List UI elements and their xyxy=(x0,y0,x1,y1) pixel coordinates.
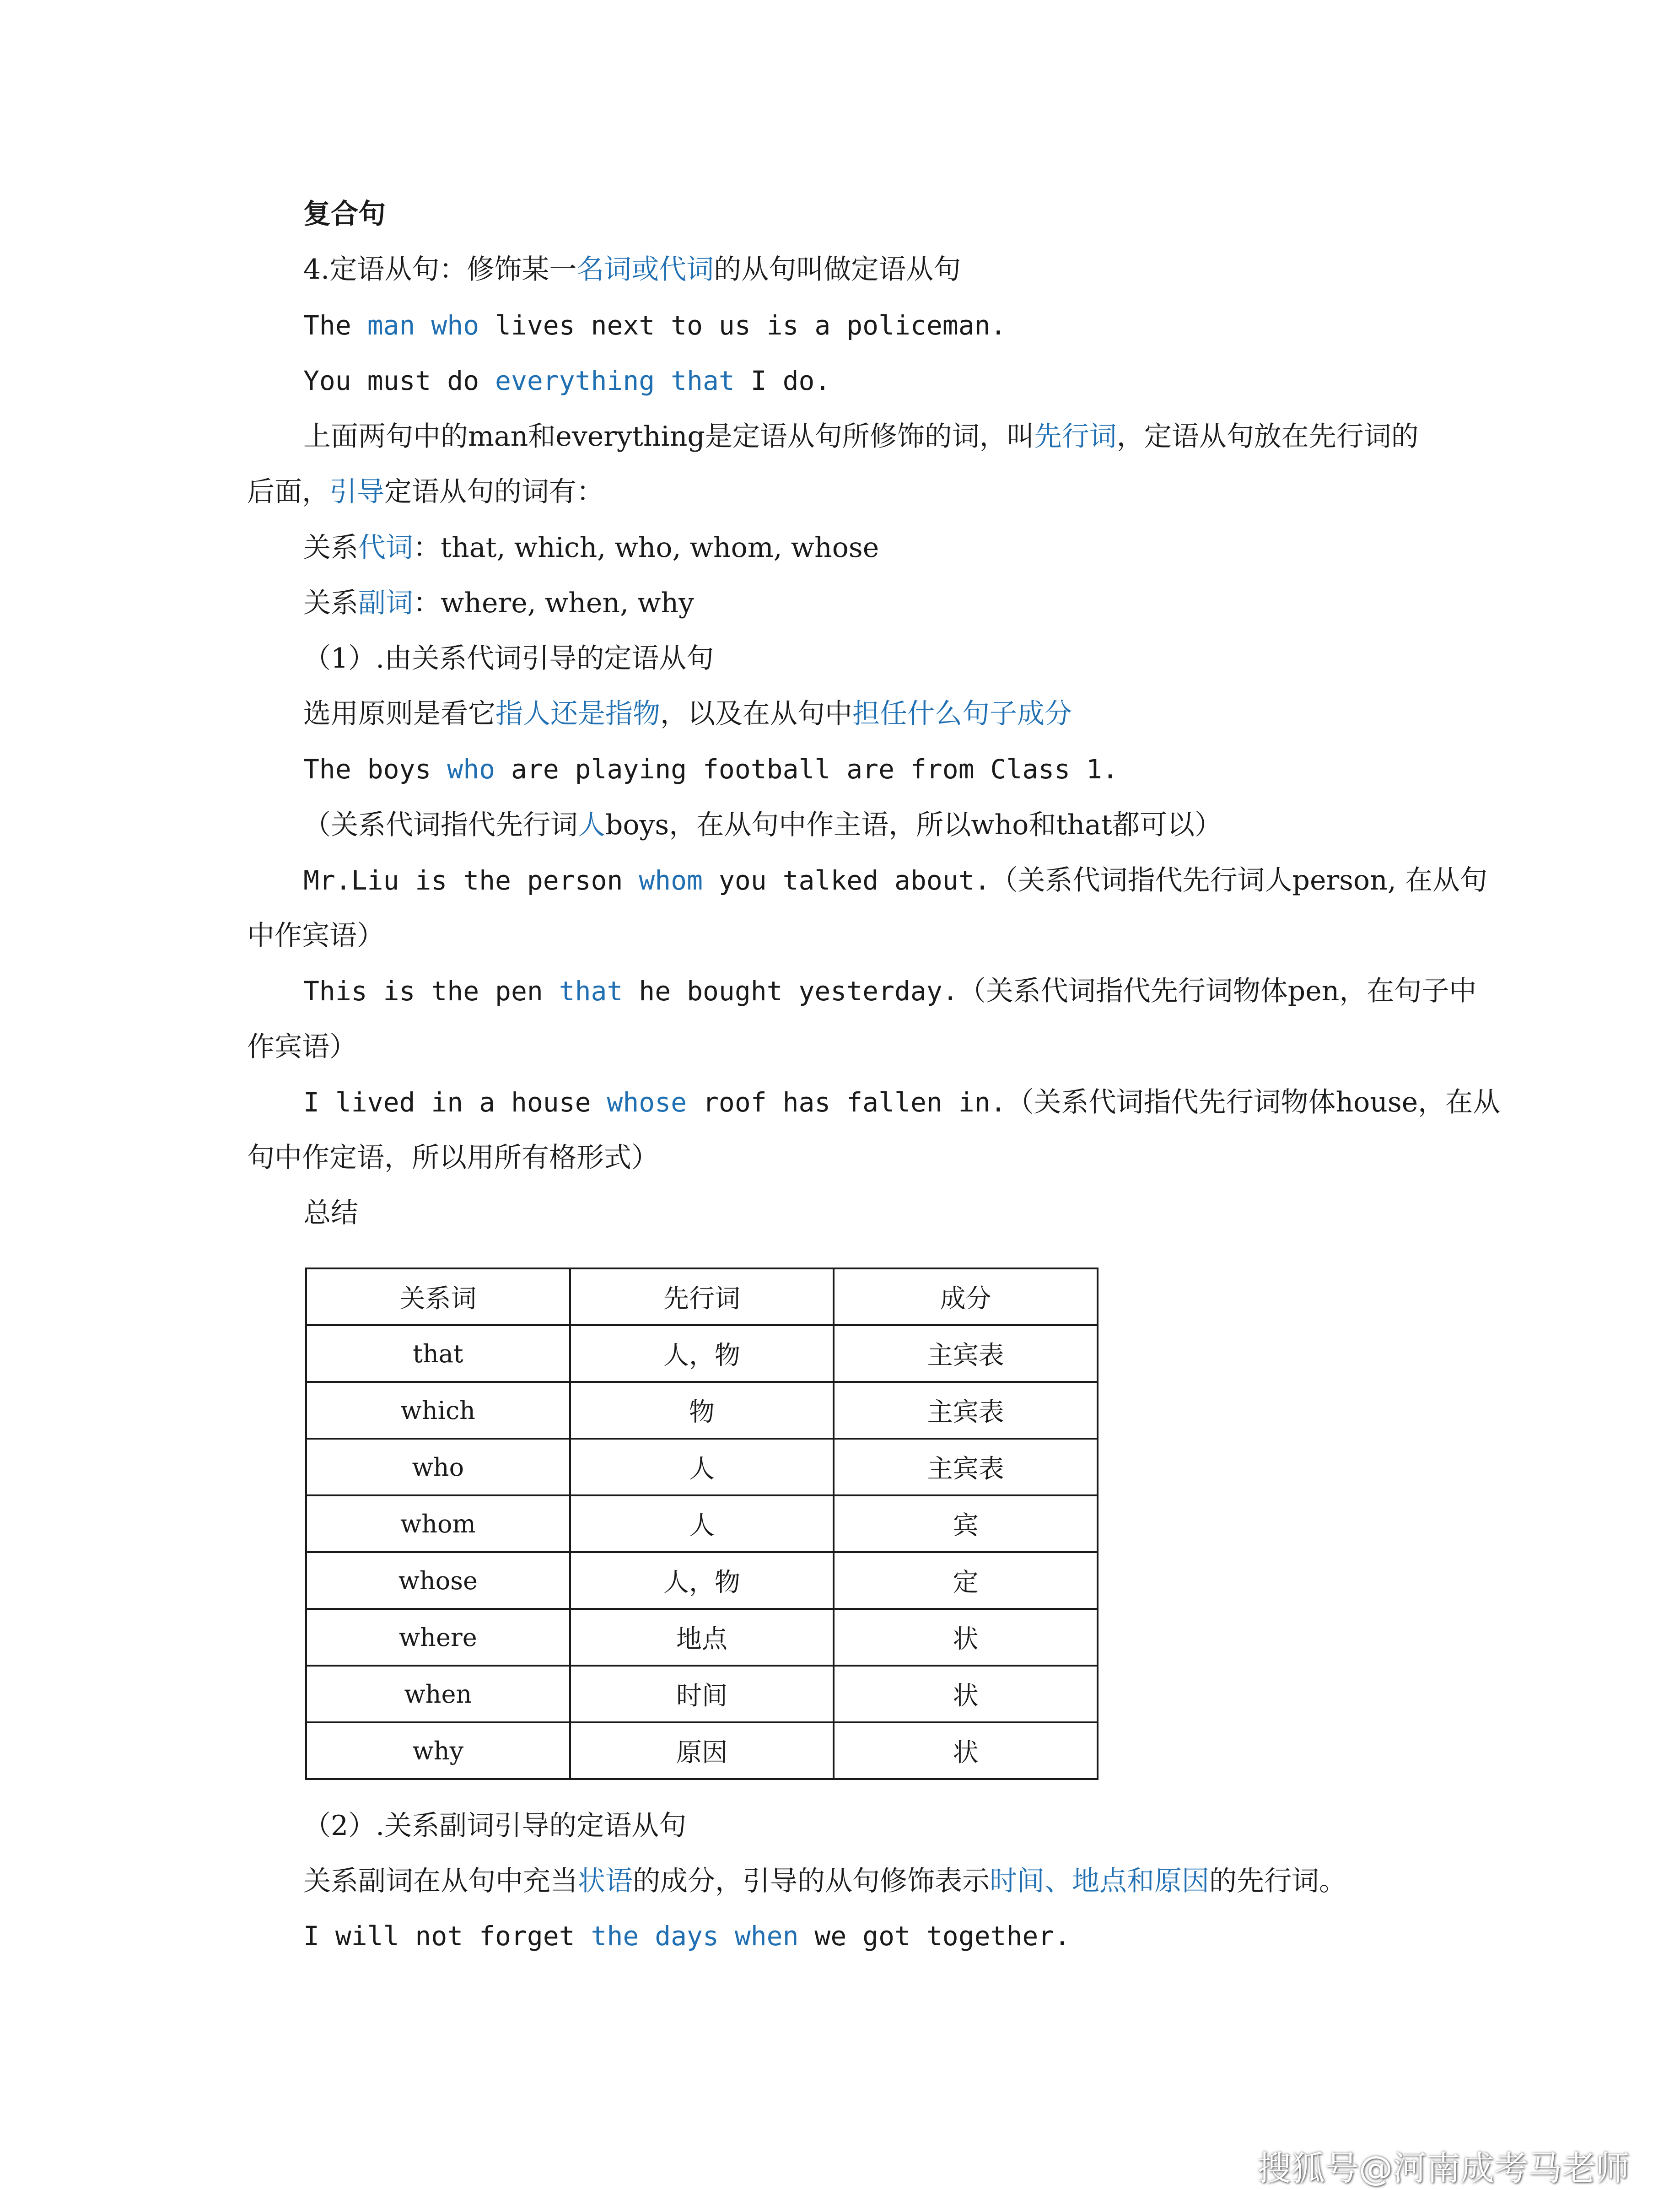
summary-table-wrapper xyxy=(305,1268,1098,1780)
highlight-span: 时间、地点和原因 xyxy=(990,1865,1209,1897)
text-span: Mr.Liu is the person xyxy=(303,865,639,896)
table-row xyxy=(306,1382,1098,1439)
text-span: are playing football are from Class 1. xyxy=(495,754,1118,785)
text-span: 4.定语从句：修饰某一 xyxy=(303,254,577,286)
text-span: 关系 xyxy=(303,587,358,619)
highlight-span: the days when xyxy=(591,1920,799,1952)
highlight-span: whose xyxy=(607,1087,687,1118)
text-span: The boys xyxy=(303,754,447,785)
text-span: lives next to us is a policeman. xyxy=(479,310,1007,341)
highlight-span: 引导 xyxy=(329,476,384,508)
text-span: ，定语从句放在先行词的 xyxy=(1116,421,1419,453)
table-cell: 地点 xyxy=(570,1609,834,1666)
adverb-explanation-line xyxy=(303,1867,1346,1895)
table-row xyxy=(306,1439,1098,1495)
text-span: 的从句叫做定语从句 xyxy=(714,254,961,286)
table-row xyxy=(306,1495,1098,1552)
explanation-line-2 xyxy=(247,478,604,506)
table-cell: 状 xyxy=(834,1666,1098,1722)
table-cell: which xyxy=(306,1382,570,1439)
text-span: 的先行词。 xyxy=(1209,1865,1346,1897)
table-header-row xyxy=(306,1268,1098,1325)
text-span: I do. xyxy=(734,365,831,396)
highlight-span: everything that xyxy=(495,365,735,396)
selection-rule-line xyxy=(303,700,1072,728)
highlight-span: 人 xyxy=(578,809,605,841)
text-span: （关系代词指代先行词物体pen，在句子中 xyxy=(958,975,1477,1007)
table-row xyxy=(306,1609,1098,1666)
text-span: 的成分，引导的从句修饰表示 xyxy=(633,1865,990,1897)
table-cell: 状 xyxy=(834,1609,1098,1666)
table-cell: 人 xyxy=(570,1439,834,1495)
example-sentence-6-cont: 句中作定语，所以用所有格形式） xyxy=(247,1142,659,1174)
text-span: The xyxy=(303,310,367,341)
relative-pronouns-line xyxy=(303,532,879,564)
highlight-span: 指人还是指物 xyxy=(495,698,660,730)
highlight-span: 担任什么句子成分 xyxy=(852,698,1072,730)
table-cell: 人，物 xyxy=(570,1325,834,1382)
text-span: （关系代词指代先行词 xyxy=(303,809,578,841)
highlight-span: 副词 xyxy=(358,587,413,619)
text-span: boys，在从句中作主语，所以who和that都可以） xyxy=(605,809,1222,841)
text-span: This is the pen xyxy=(303,976,559,1007)
text-span: he bought yesterday. xyxy=(623,976,958,1007)
text-span: 定语从句的词有： xyxy=(384,476,604,508)
highlight-span: 代词 xyxy=(358,532,413,564)
definition-line xyxy=(303,254,961,286)
example-sentence-7 xyxy=(303,1920,1071,1952)
table-cell: whom xyxy=(306,1495,570,1552)
highlight-span: 状语 xyxy=(578,1865,633,1897)
table-cell: who xyxy=(306,1439,570,1495)
example-sentence-4 xyxy=(303,864,1487,896)
example-sentence-3 xyxy=(303,755,1118,783)
table-row xyxy=(306,1552,1098,1609)
table-cell: 主宾表 xyxy=(834,1439,1098,1495)
highlight-span: who xyxy=(447,754,495,785)
table-cell: 人，物 xyxy=(570,1552,834,1609)
relative-adverbs-line xyxy=(303,589,694,617)
subsection-1-heading: （1）.由关系代词引导的定语从句 xyxy=(303,642,714,674)
text-span: 上面两句中的man和everything是定语从句所修饰的词，叫 xyxy=(303,421,1034,453)
highlight-span: 名词或代词 xyxy=(576,254,714,286)
table-cell: 物 xyxy=(570,1382,834,1439)
table-cell: 时间 xyxy=(570,1666,834,1722)
example-sentence-1 xyxy=(303,312,1006,339)
table-row xyxy=(306,1666,1098,1722)
text-span: ，以及在从句中 xyxy=(660,698,852,730)
table-cell: 原因 xyxy=(570,1722,834,1779)
table-cell: whose xyxy=(306,1552,570,1609)
summary-table xyxy=(305,1268,1098,1780)
highlight-span: 先行词 xyxy=(1034,421,1117,453)
text-span: I will not forget xyxy=(303,1920,591,1952)
text-span: we got together. xyxy=(798,1920,1071,1952)
text-span: （关系代词指代先行词人person, 在从句 xyxy=(990,864,1487,896)
table-header-cell: 关系词 xyxy=(306,1268,570,1325)
explanation-line-1 xyxy=(303,421,1419,453)
table-cell: 主宾表 xyxy=(834,1382,1098,1439)
table-header-cell: 成分 xyxy=(834,1268,1098,1325)
text-span: 关系副词在从句中充当 xyxy=(303,1865,578,1897)
table-header-cell: 先行词 xyxy=(570,1268,834,1325)
table-cell: that xyxy=(306,1325,570,1382)
table-cell: where xyxy=(306,1609,570,1666)
example-sentence-6 xyxy=(303,1086,1501,1118)
table-row xyxy=(306,1325,1098,1382)
text-span: （关系代词指代先行词物体house，在从 xyxy=(1006,1086,1501,1118)
example-sentence-5 xyxy=(303,977,1476,1005)
text-span: 选用原则是看它 xyxy=(303,698,495,730)
text-span: roof has fallen in. xyxy=(687,1087,1007,1118)
table-cell: when xyxy=(306,1666,570,1722)
table-cell: 定 xyxy=(834,1552,1098,1609)
table-row xyxy=(306,1722,1098,1779)
highlight-span: man who xyxy=(367,310,479,341)
source-watermark: 搜狐号@河南成考马老师 xyxy=(1257,2149,1630,2188)
text-span: ：that, which, who, whom, whose xyxy=(413,532,879,564)
summary-label: 总结 xyxy=(303,1197,358,1229)
subsection-2-heading: （2）.关系副词引导的定语从句 xyxy=(303,1810,687,1842)
example-sentence-4-cont: 中作宾语） xyxy=(247,920,384,952)
table-cell: 宾 xyxy=(834,1495,1098,1552)
table-cell: 人 xyxy=(570,1495,834,1552)
text-span: I lived in a house xyxy=(303,1087,607,1118)
table-cell: 主宾表 xyxy=(834,1325,1098,1382)
highlight-span: whom xyxy=(639,865,703,896)
table-cell: 状 xyxy=(834,1722,1098,1779)
table-cell: why xyxy=(306,1722,570,1779)
example-sentence-5-cont: 作宾语） xyxy=(247,1031,357,1063)
text-span: 关系 xyxy=(303,532,358,564)
note-line-3 xyxy=(303,811,1222,839)
text-span: ：where, when, why xyxy=(413,587,695,619)
text-span: you talked about. xyxy=(703,865,991,896)
text-span: You must do xyxy=(303,365,495,396)
example-sentence-2 xyxy=(303,367,830,394)
highlight-span: that xyxy=(559,976,623,1007)
text-span: 后面， xyxy=(247,476,329,508)
section-title: 复合句 xyxy=(303,198,386,230)
